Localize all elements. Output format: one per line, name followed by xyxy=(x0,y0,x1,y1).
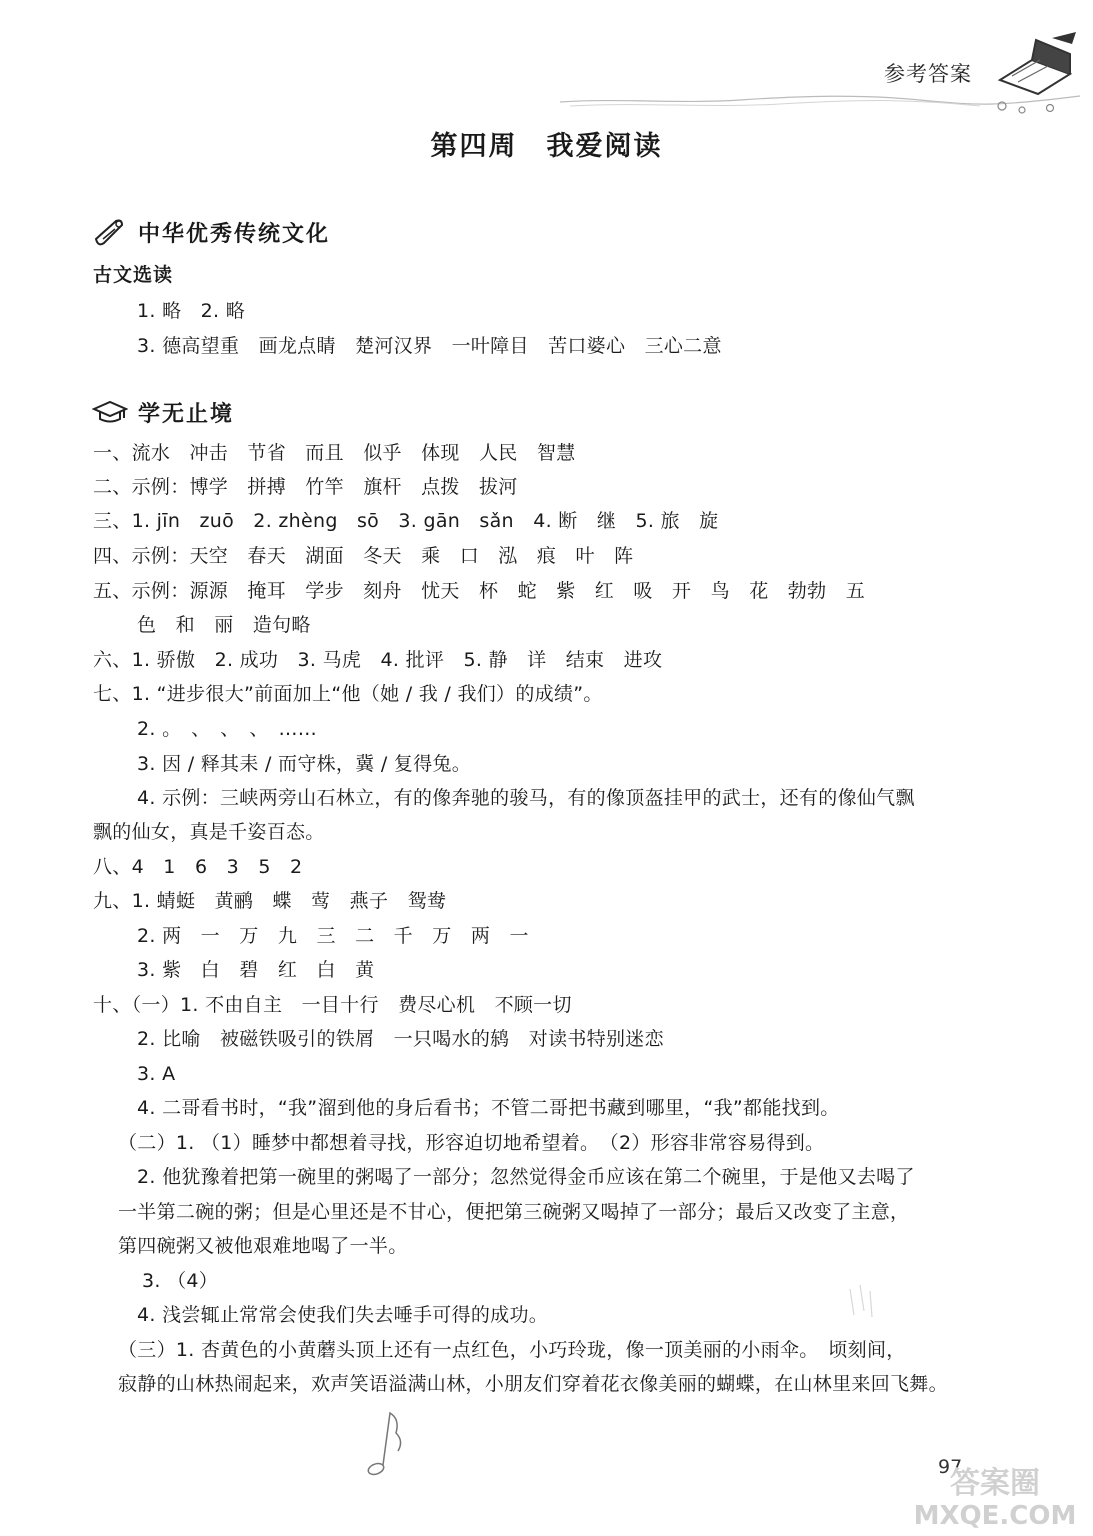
header-label: 参考答案 xyxy=(884,62,972,86)
section-heading-label: 学无止境 xyxy=(138,401,235,427)
section-heading-culture xyxy=(92,216,330,248)
answer-line: 六、1. 骄傲 2. 成功 3. 马虎 4. 批评 5. 静 详 结束 进攻 xyxy=(93,649,663,671)
book-pencil-icon xyxy=(1000,32,1076,94)
answer-line: 飘的仙女，真是千姿百态。 xyxy=(93,821,325,843)
answer-line: 2. 。 、 、 、 …… xyxy=(137,718,318,740)
graduation-cap-icon xyxy=(92,399,128,425)
answer-line: 4. 浅尝辄止常常会使我们失去唾手可得的成功。 xyxy=(137,1304,549,1326)
answer-line: 第四碗粥又被他艰难地喝了一半。 xyxy=(118,1235,408,1257)
answer-line: 3. （4） xyxy=(142,1270,219,1292)
answer-line: 3. 德高望重 画龙点睛 楚河汉界 一叶障目 苦口婆心 三心二意 xyxy=(137,335,722,357)
answer-line: 3. A xyxy=(137,1063,176,1085)
section-heading-label: 中华优秀传统文化 xyxy=(138,221,331,247)
sketch-lines-decoration xyxy=(820,1285,900,1345)
answer-line: 3. 因 / 释其耒 / 而守株，冀 / 复得兔。 xyxy=(137,753,472,775)
answer-line: 二、示例：博学 拼搏 竹竿 旗杆 点拨 拔河 xyxy=(93,476,518,498)
subheading-classical-reading: 古文选读 xyxy=(93,264,174,286)
answer-line: （三）1. 杏黄色的小黄蘑头顶上还有一点红色，小巧玲珑，像一顶美丽的小雨伞。 顷刻间， xyxy=(118,1339,906,1361)
page-number: 97 xyxy=(938,1456,963,1478)
answer-line: （二）1. （1）睡梦中都想着寻找，形容迫切地希望着。 （2）形容非常容易得到。 xyxy=(118,1132,825,1154)
answer-line: 九、1. 蜻蜓 黄鹂 蝶 莺 燕子 鸳鸯 xyxy=(93,890,447,912)
answer-line: 七、1. “进步很大”前面加上“他（她 / 我 / 我们）的成绩”。 xyxy=(93,683,603,705)
answer-line: 一半第二碗的粥；但是心里还是不甘心，便把第三碗粥又喝掉了一部分；最后又改变了主意， xyxy=(118,1201,910,1223)
watermark-logo xyxy=(900,1468,1090,1536)
answer-line: 1. 略 2. 略 xyxy=(137,300,246,322)
answer-line: 四、示例：天空 春天 湖面 冬天 乘 口 泓 痕 叶 阵 xyxy=(93,545,634,567)
answer-line: 3. 紫 白 碧 红 白 黄 xyxy=(137,959,375,981)
watermark-url: MXQE.COM xyxy=(913,1501,1077,1531)
scroll-icon xyxy=(92,217,128,247)
header-wave-decoration xyxy=(560,20,1080,120)
answer-line: 2. 比喻 被磁铁吸引的铁屑 一只喝水的鸫 对读书特别迷恋 xyxy=(137,1028,664,1050)
answer-line: 2. 他犹豫着把第一碗里的粥喝了一部分；忽然觉得金币应该在第二个碗里，于是他又去喝了 xyxy=(137,1166,915,1188)
answer-line: 五、示例：源源 掩耳 学步 刻舟 忧天 杯 蛇 紫 红 吸 开 鸟 花 勃勃 五 xyxy=(93,580,866,602)
page-title: 第四周 我爱阅读 xyxy=(430,131,663,162)
music-note-icon xyxy=(360,1405,420,1485)
watermark-text: 答案圈 xyxy=(950,1466,1040,1501)
answer-line: 4. 示例：三峡两旁山石林立，有的像奔驰的骏马，有的像顶盔挂甲的武士，还有的像仙气飘 xyxy=(137,787,915,809)
answer-line: 2. 两 一 万 九 三 二 千 万 两 一 xyxy=(137,925,529,947)
answer-line: 4. 二哥看书时，“我”溜到他的身后看书；不管二哥把书藏到哪里，“我”都能找到。 xyxy=(137,1097,840,1119)
answer-line: 八、4 1 6 3 5 2 xyxy=(93,856,303,878)
section-heading-learning xyxy=(92,396,234,428)
answer-line: 三、1. jīn zuō 2. zhèng sō 3. gān sǎn 4. 断 继 5. 旅 旋 xyxy=(93,510,719,532)
answer-line: 色 和 丽 造句略 xyxy=(137,614,311,636)
answer-line: 一、流水 冲击 节省 而且 似乎 体现 人民 智慧 xyxy=(93,442,576,464)
answer-line: 寂静的山林热闹起来，欢声笑语溢满山林，小朋友们穿着花衣像美丽的蝴蝶，在山林里来回飞舞。 xyxy=(118,1373,948,1395)
answer-line: 十、（一）1. 不由自主 一目十行 费尽心机 不顾一切 xyxy=(93,994,572,1016)
